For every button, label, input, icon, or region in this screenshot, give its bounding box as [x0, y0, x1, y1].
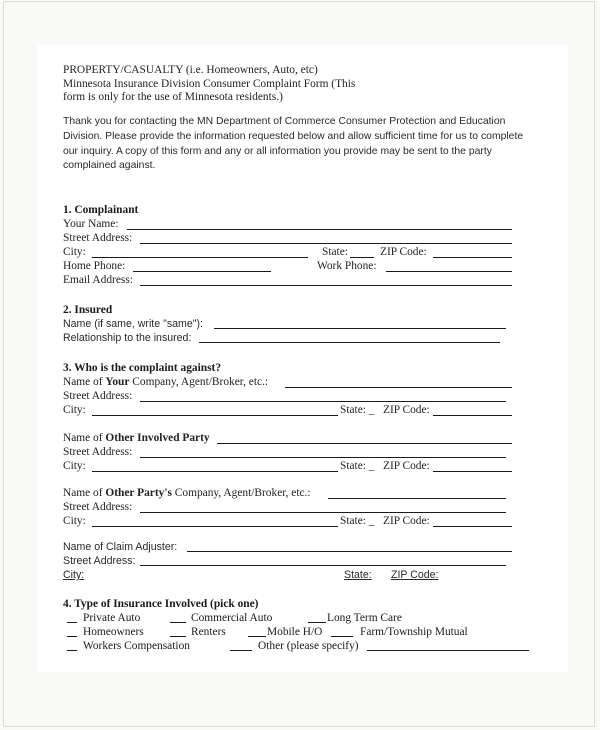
your-name-label: Your Name:: [63, 218, 119, 230]
other-company-street-label: Street Address:: [63, 501, 133, 513]
other-company-field[interactable]: [328, 498, 506, 499]
other-company-city-label: City:: [63, 515, 86, 527]
state-field[interactable]: [350, 257, 374, 258]
other-party-zip-label: ZIP Code:: [383, 460, 430, 472]
long-term-care-checkbox[interactable]: [308, 622, 326, 623]
private-auto-checkbox[interactable]: [67, 622, 77, 623]
long-term-care-label: Long Term Care: [327, 612, 402, 624]
farm-township-mutual-label: Farm/Township Mutual: [360, 626, 468, 638]
adjuster-city-label: City:: [63, 569, 85, 581]
street-address-field[interactable]: [140, 243, 512, 244]
adjuster-street-label: Street Address:: [63, 555, 136, 567]
adjuster-state-label: State:: [344, 569, 372, 581]
state-label: State:: [322, 246, 348, 258]
other-company-state-label: State: _: [340, 515, 375, 527]
other-insurance-label: Other (please specify): [258, 640, 359, 652]
adjuster-zip-label: ZIP Code:: [391, 569, 439, 581]
other-party-zip-field[interactable]: [433, 471, 512, 472]
commercial-auto-label: Commercial Auto: [191, 612, 273, 624]
other-party-state-label: State: _: [340, 460, 375, 472]
company-zip-label: ZIP Code:: [383, 404, 430, 416]
other-party-label: Name of Other Involved Party: [63, 432, 210, 444]
homeowners-label: Homeowners: [83, 626, 144, 638]
commercial-auto-checkbox[interactable]: [170, 622, 186, 623]
other-company-street-field[interactable]: [140, 512, 506, 513]
renters-label: Renters: [191, 626, 226, 638]
your-company-field[interactable]: [285, 387, 512, 388]
section-insured-heading: 2. Insured: [63, 304, 113, 316]
section-complaint-against-heading: 3. Who is the complaint against?: [63, 362, 222, 374]
company-city-label: City:: [63, 404, 86, 416]
other-company-zip-field[interactable]: [433, 526, 512, 527]
street-address-label: Street Address:: [63, 232, 133, 244]
other-party-street-label: Street Address:: [63, 446, 133, 458]
private-auto-label: Private Auto: [83, 612, 141, 624]
intro-paragraph: Thank you for contacting the MN Department of Commerce Consumer Protection and Education Division. Please provide the information requested below and allow sufficient time for us to complete our inquiry. A copy of this form and any or all information you provide may be sent to the party complained against.: [63, 116, 524, 172]
other-party-city-field[interactable]: [92, 471, 338, 472]
farm-township-mutual-checkbox[interactable]: [331, 636, 353, 637]
workers-compensation-label: Workers Compensation: [83, 640, 190, 652]
work-phone-field[interactable]: [386, 271, 512, 272]
renters-checkbox[interactable]: [170, 636, 186, 637]
claim-adjuster-field[interactable]: [187, 551, 512, 552]
relationship-field[interactable]: [199, 342, 500, 343]
other-party-field[interactable]: [217, 443, 512, 444]
company-state-label: State: _: [340, 404, 375, 416]
insured-name-label: Name (if same, write "same"):: [63, 318, 203, 330]
your-company-label: Name of Your Company, Agent/Broker, etc.:: [63, 376, 269, 388]
section-complainant-heading: 1. Complainant: [63, 204, 139, 216]
company-city-field[interactable]: [92, 415, 338, 416]
city-field[interactable]: [92, 257, 308, 258]
adjuster-street-field[interactable]: [140, 565, 506, 566]
form-category-title: PROPERTY/CASUALTY (i.e. Homeowners, Auto, etc): [63, 64, 318, 76]
company-street-field[interactable]: [140, 401, 506, 402]
mobile-ho-label: Mobile H/O: [267, 626, 323, 638]
workers-compensation-checkbox[interactable]: [67, 650, 77, 651]
your-name-field[interactable]: [127, 229, 512, 230]
other-insurance-checkbox[interactable]: [230, 650, 252, 651]
other-party-city-label: City:: [63, 460, 86, 472]
insured-name-field[interactable]: [214, 328, 506, 329]
homeowners-checkbox[interactable]: [67, 636, 77, 637]
other-party-street-field[interactable]: [140, 457, 506, 458]
zip-code-label: ZIP Code:: [380, 246, 427, 258]
other-company-zip-label: ZIP Code:: [383, 515, 430, 527]
home-phone-label: Home Phone:: [63, 260, 126, 272]
email-address-field[interactable]: [140, 285, 512, 286]
form-eligibility-note: form is only for the use of Minnesota residents.): [63, 91, 283, 103]
zip-code-field[interactable]: [433, 257, 512, 258]
other-company-city-field[interactable]: [92, 526, 338, 527]
form-title: Minnesota Insurance Division Consumer Complaint Form (This: [63, 78, 356, 90]
company-street-label: Street Address:: [63, 390, 133, 402]
other-insurance-specify-field[interactable]: [367, 650, 529, 651]
mobile-ho-checkbox[interactable]: [248, 636, 266, 637]
relationship-label: Relationship to the insured:: [63, 332, 192, 344]
home-phone-field[interactable]: [133, 271, 271, 272]
company-zip-field[interactable]: [433, 415, 512, 416]
other-company-label: Name of Other Party's Company, Agent/Broker, etc.:: [63, 487, 311, 499]
claim-adjuster-label: Name of Claim Adjuster:: [63, 541, 178, 553]
city-label: City:: [63, 246, 86, 258]
email-address-label: Email Address:: [63, 274, 133, 286]
section-insurance-type-heading: 4. Type of Insurance Involved (pick one): [63, 598, 259, 610]
work-phone-label: Work Phone:: [317, 260, 377, 272]
